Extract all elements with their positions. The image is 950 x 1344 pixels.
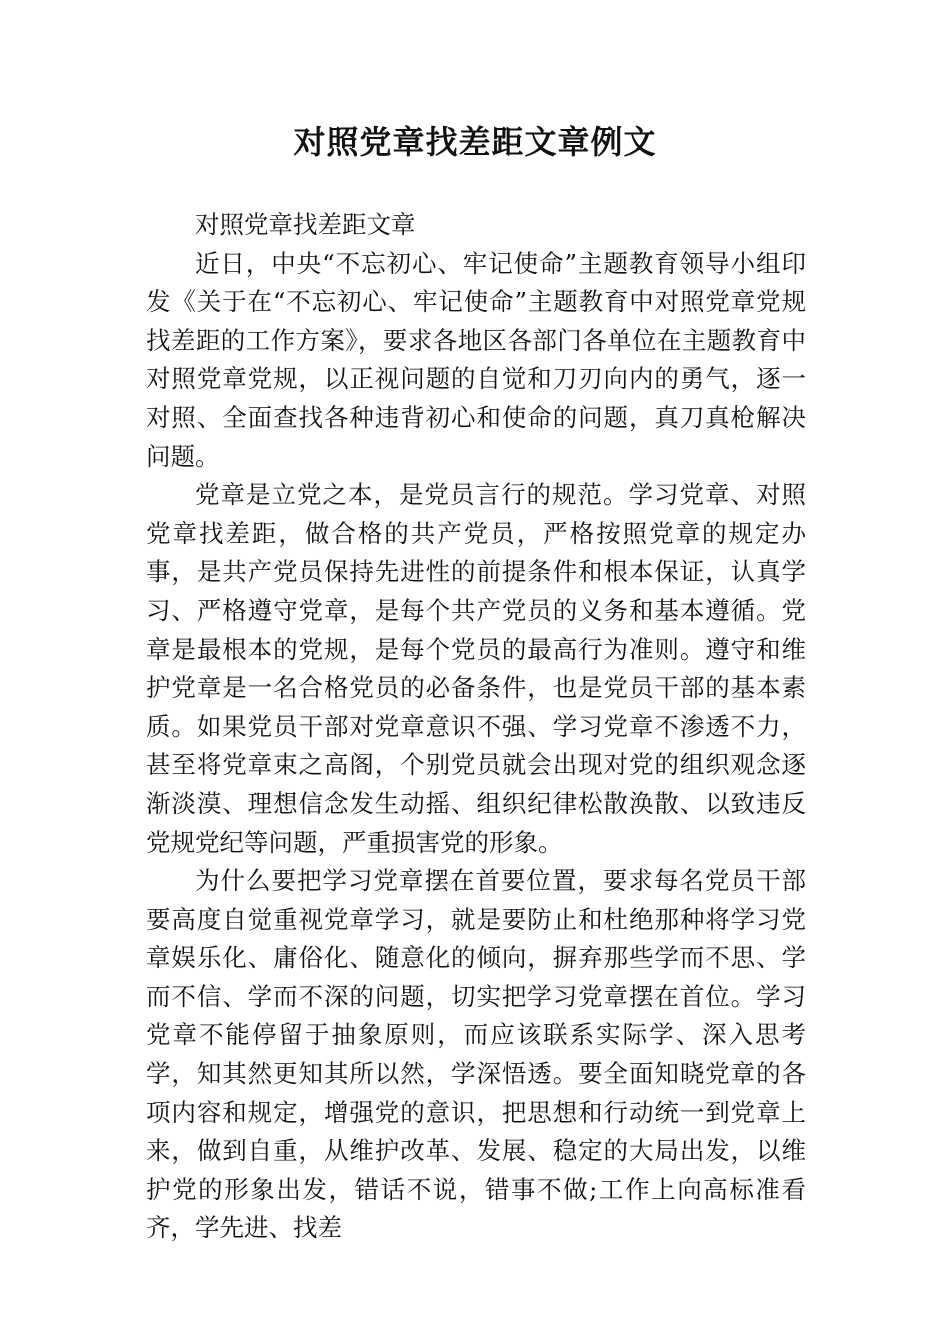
paragraph: 为什么要把学习党章摆在首要位置，要求每名党员干部要高度自觉重视党章学习，就是要防止和杜绝那种将学习党章娱乐化、庸俗化、随意化的倾向，摒弃那些学而不思、学而不信、学而不深的问题，切实把学习党章摆在首位。学习党章不能停留于抽象原则，而应该联系实际学、深入思考学，知其然更知其所以然，学深悟透。要全面知晓党章的各项内容和规定，增强党的意识，把思想和行动统一到党章上来，做到自重，从维护改革、发展、稳定的大局出发，以维护党的形象出发，错话不说，错事不做;工作上向高标准看齐，学先进、找差 (146, 866, 806, 1243)
paragraph-subtitle: 对照党章找差距文章 (195, 210, 416, 239)
paragraph: 党章是立党之本，是党员言行的规范。学习党章、对照党章找差距，做合格的共产党员，严格按照党章的规定办事，是共产党员保持先进性的前提条件和根本保证，认真学习、严格遵守党章，是每个共产党员的义务和基本遵循。党章是最根本的党规，是每个党员的最高行为准则。遵守和维护党章是一名合格党员的必备条件，也是党员干部的基本素质。如果党员干部对党章意识不强、学习党章不渗透不力，甚至将党章束之高阁，个别党员就会出现对党的组织观念逐渐淡漠、理想信念发生动摇、组织纪律松散涣散、以致违反党规党纪等问题，严重损害党的形象。 (146, 480, 806, 857)
document-title: 对照党章找差距文章例文 (293, 123, 657, 161)
paragraph: 近日，中央“不忘初心、牢记使命”主题教育领导小组印发《关于在“不忘初心、牢记使命”主题教育中对照党章党规找差距的工作方案》，要求各地区各部门各单位在主题教育中对照党章党规，以正视问题的自觉和刀刃向内的勇气，逐一对照、全面查找各种违背初心和使命的问题，真刀真枪解决问题。 (146, 248, 806, 471)
document-body (146, 206, 806, 1248)
